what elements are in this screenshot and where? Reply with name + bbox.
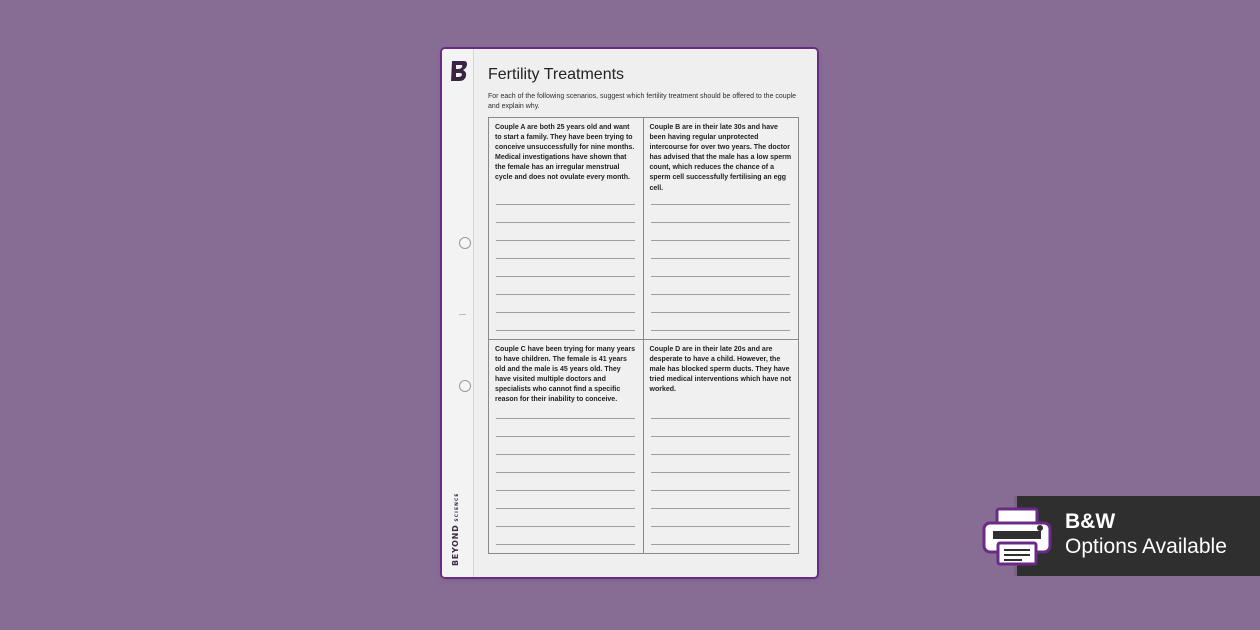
answer-line (496, 436, 635, 437)
badge-title: B&W (1065, 510, 1116, 533)
beyond-logo-icon (450, 60, 467, 82)
answer-line (651, 312, 791, 313)
answer-line (496, 454, 635, 455)
scenario-text-d: Couple D are in their late 20s and are desperate to have a child. However, the male has blocked sperm ducts. They have tried medical interventions which have not worked. (649, 346, 792, 394)
answer-line (496, 222, 635, 223)
answer-line (651, 436, 791, 437)
answer-line (651, 472, 791, 473)
answer-line (496, 472, 635, 473)
answer-line (496, 330, 635, 331)
answer-line (496, 490, 635, 491)
answer-line (496, 526, 635, 527)
scenario-cell-b (644, 118, 799, 340)
worksheet-preview (442, 49, 817, 577)
answer-line (496, 258, 635, 259)
answer-line (496, 240, 635, 241)
worksheet-spine (442, 49, 474, 577)
brand-wordmark (451, 492, 460, 566)
scenario-cell-a (489, 118, 644, 340)
answer-line (651, 330, 791, 331)
answer-line (651, 454, 791, 455)
answer-line (651, 490, 791, 491)
answer-line (651, 508, 791, 509)
answer-line (651, 222, 791, 223)
scenario-cell-c (489, 340, 644, 553)
binder-hole (459, 380, 471, 392)
answer-line (496, 312, 635, 313)
scenario-grid (488, 117, 799, 554)
answer-lines-c (496, 418, 635, 553)
answer-line (651, 240, 791, 241)
scenario-text-a: Couple A are both 25 years old and want to start a family. They have been trying to conceive unsuccessfully for nine months. Medical investigations have shown that the female has an irregular menstrual cycle and does not ovulate every month. (495, 124, 635, 182)
fold-mark (459, 314, 466, 315)
answer-line (651, 258, 791, 259)
badge-text-group (1065, 509, 1227, 559)
scenario-cell-d (644, 340, 799, 553)
answer-lines-b (651, 204, 791, 339)
worksheet-instructions: For each of the following scenarios, suggest which fertility treatment should be offered to the couple and explain why. (488, 93, 797, 110)
binder-hole (459, 237, 471, 249)
answer-lines-d (651, 418, 791, 553)
answer-line (651, 418, 791, 419)
answer-line (651, 526, 791, 527)
scenario-text-c: Couple C have been trying for many years to have children. The female is 41 years old and the male is 45 years old. They have visited multiple doctors and specialists who cannot find a specific reason for their inability to conceive. (495, 346, 636, 404)
badge-subtitle: Options Available (1065, 535, 1227, 558)
answer-line (496, 294, 635, 295)
answer-line (651, 544, 791, 545)
brand-main-text: BEYOND (451, 524, 460, 566)
answer-line (496, 276, 635, 277)
answer-line (651, 294, 791, 295)
page-title: Fertility Treatments (488, 66, 625, 83)
answer-line (651, 276, 791, 277)
answer-line (496, 418, 635, 419)
answer-line (496, 204, 635, 205)
answer-line (651, 204, 791, 205)
answer-line (496, 544, 635, 545)
brand-sub-text: SCIENCE (455, 492, 460, 522)
answer-lines-a (496, 204, 635, 339)
scenario-text-b: Couple B are in their late 30s and have been having regular unprotected intercourse for over two years. The doctor has advised that the male has a low sperm count, which reduces the chance of a sperm cell successfully fertilising an egg cell. (649, 124, 792, 192)
printer-icon (979, 507, 1055, 567)
answer-line (496, 508, 635, 509)
